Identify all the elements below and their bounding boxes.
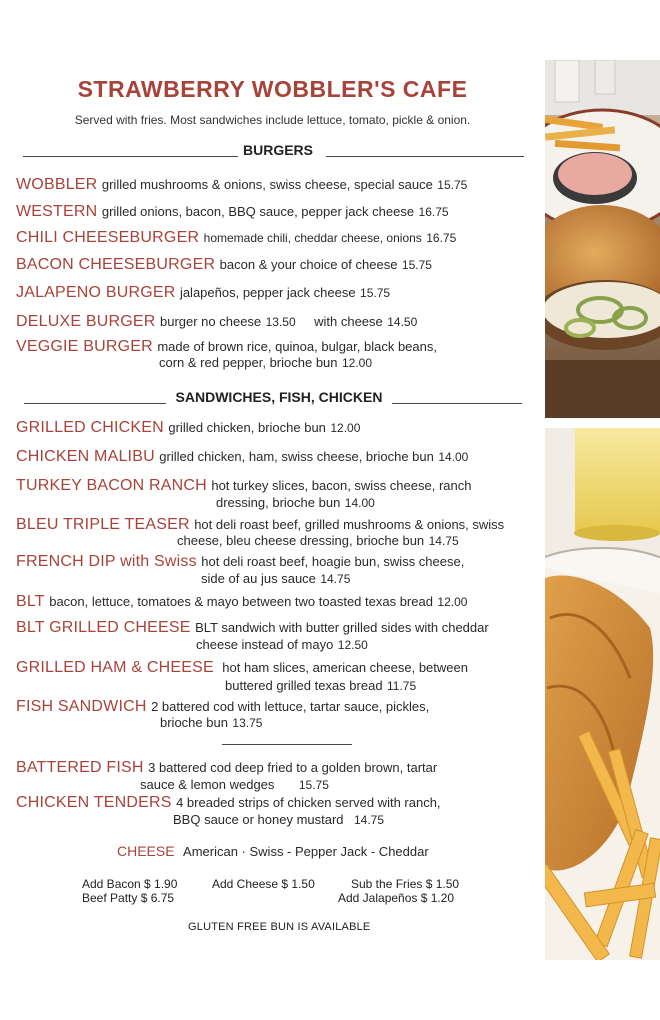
item-desc: hot ham slices, american cheese, between xyxy=(222,660,468,675)
item-price: 14.75 xyxy=(320,572,351,586)
item-desc: grilled chicken, brioche bun xyxy=(168,420,326,435)
menu-subtitle: Served with fries. Most sandwiches include lettuce, tomato, pickle & onion. xyxy=(74,113,471,127)
item-name: BLT xyxy=(16,593,45,610)
item-name: CHILI CHEESEBURGER xyxy=(16,229,200,246)
item-name: DELUXE BURGER xyxy=(16,313,156,330)
item-name: BATTERED FISH xyxy=(16,759,144,776)
item-price: 12.00 xyxy=(330,421,361,435)
menu-item-french-dip-cont xyxy=(201,570,350,588)
item-desc: jalapeños, pepper jack cheese xyxy=(179,285,356,300)
item-desc: homemade chili, cheddar cheese, onions xyxy=(203,231,422,245)
item-desc-cont: cheese instead of mayo xyxy=(196,637,334,652)
menu-item-battered-fish xyxy=(16,759,437,777)
item-desc: grilled onions, bacon, BBQ sauce, pepper jack cheese xyxy=(101,204,415,219)
gluten-free-note: GLUTEN FREE BUN IS AVAILABLE xyxy=(188,921,371,933)
menu-item-bleu-triple-teaser-cont xyxy=(177,532,459,550)
item-price: 16.75 xyxy=(418,205,449,219)
item-price: 11.75 xyxy=(387,679,417,693)
menu-item-chicken-tenders xyxy=(16,794,441,812)
divider xyxy=(326,156,524,157)
menu-item-fish-sandwich-cont xyxy=(160,714,262,732)
menu-item-western xyxy=(16,203,449,221)
item-name: JALAPENO BURGER xyxy=(16,284,176,301)
addon-cheese: Add Cheese $ 1.50 xyxy=(212,877,315,891)
item-desc: made of brown rice, quinoa, bulgar, black beans, xyxy=(157,339,437,354)
item-price: 12.00 xyxy=(341,356,372,370)
item-price: 16.75 xyxy=(426,231,457,245)
addon-beef-patty: Beef Patty $ 6.75 xyxy=(82,891,175,905)
item-price: 12.00 xyxy=(437,595,468,609)
item-price: 15.75 xyxy=(298,778,329,792)
menu-item-battered-fish-cont xyxy=(140,776,329,794)
item-desc: hot turkey slices, bacon, swiss cheese, ranch xyxy=(211,478,472,493)
item-price: 15.75 xyxy=(401,258,432,272)
item-name: VEGGIE BURGER xyxy=(16,338,153,355)
item-desc-cont: brioche bun xyxy=(160,715,228,730)
menu-item-grilled-ham-cheese xyxy=(16,659,468,677)
item-price: 13.50 xyxy=(265,315,296,329)
menu-item-blt-grilled-cheese-cont xyxy=(196,636,368,654)
item-price: 14.00 xyxy=(438,450,469,464)
item-name: WOBBLER xyxy=(16,176,98,193)
item-price-alt: 14.50 xyxy=(387,315,418,329)
cheese-label: CHEESE xyxy=(117,843,175,859)
section-heading-burgers: BURGERS xyxy=(242,142,313,158)
item-name: BLT GRILLED CHEESE xyxy=(16,619,191,636)
menu-item-french-dip xyxy=(16,553,464,571)
item-desc-cont: corn & red pepper, brioche bun xyxy=(159,355,338,370)
menu-item-turkey-bacon-ranch xyxy=(16,477,471,495)
divider xyxy=(23,156,238,157)
item-desc: grilled mushrooms & onions, swiss cheese, special sauce xyxy=(101,177,433,192)
item-price: 14.75 xyxy=(428,534,459,548)
cheese-list: American · Swiss - Pepper Jack - Cheddar xyxy=(183,844,429,859)
item-desc-cont: side of au jus sauce xyxy=(201,571,316,586)
menu-item-grilled-ham-cheese-cont xyxy=(225,677,416,695)
item-desc-cont: sauce & lemon wedges xyxy=(140,777,275,792)
menu-page xyxy=(0,60,545,960)
menu-item-wobbler xyxy=(16,176,467,194)
item-desc: 3 battered cod deep fried to a golden brown, tartar xyxy=(148,760,438,775)
menu-item-blt-grilled-cheese xyxy=(16,619,489,637)
item-desc: 2 battered cod with lettuce, tartar sauce, pickles, xyxy=(151,699,430,714)
menu-item-grilled-chicken xyxy=(16,419,360,437)
section-heading-sandwiches: SANDWICHES, FISH, CHICKEN xyxy=(175,389,383,405)
burger-photo xyxy=(545,60,660,418)
item-name: GRILLED CHICKEN xyxy=(16,419,164,436)
menu-item-jalapeno-burger xyxy=(16,284,390,302)
item-desc: bacon, lettuce, tomatoes & mayo between two toasted texas bread xyxy=(49,594,433,609)
divider xyxy=(222,744,352,745)
menu-item-chili-cheeseburger xyxy=(16,229,456,247)
item-name: BACON CHEESEBURGER xyxy=(16,256,216,273)
item-name: CHICKEN MALIBU xyxy=(16,448,155,465)
item-desc-cont: buttered grilled texas bread xyxy=(225,678,383,693)
item-price: 13.75 xyxy=(232,716,263,730)
cheese-options xyxy=(117,843,429,861)
menu-item-turkey-bacon-ranch-cont xyxy=(216,494,375,512)
addon-sub-fries: Sub the Fries $ 1.50 xyxy=(351,877,460,891)
item-name: TURKEY BACON RANCH xyxy=(16,477,207,494)
item-name: BLEU TRIPLE TEASER xyxy=(16,516,190,533)
item-name: FRENCH DIP with Swiss xyxy=(16,553,197,570)
item-price: 12.50 xyxy=(337,638,368,652)
fish-and-chips-photo xyxy=(545,428,660,960)
item-desc-alt: with cheese xyxy=(314,314,383,329)
item-desc-cont: cheese, bleu cheese dressing, brioche bun xyxy=(177,533,425,548)
addon-jalapenos: Add Jalapeños $ 1.20 xyxy=(338,891,455,905)
divider xyxy=(392,403,522,404)
item-desc: grilled chicken, ham, swiss cheese, brioche bun xyxy=(159,449,434,464)
item-price: 15.75 xyxy=(360,286,391,300)
item-desc: BLT sandwich with butter grilled sides with cheddar xyxy=(195,620,489,635)
item-desc-cont: dressing, brioche bun xyxy=(216,495,341,510)
addon-bacon: Add Bacon $ 1.90 xyxy=(82,877,178,891)
cafe-title: STRAWBERRY WOBBLER'S CAFE xyxy=(77,76,468,102)
item-desc: bacon & your choice of cheese xyxy=(219,257,398,272)
item-price: 15.75 xyxy=(437,178,468,192)
item-desc: 4 breaded strips of chicken served with ranch, xyxy=(176,795,441,810)
divider xyxy=(24,403,166,404)
menu-item-deluxe-burger xyxy=(16,313,417,331)
menu-item-bacon-cheeseburger xyxy=(16,256,432,274)
item-name: FISH SANDWICH xyxy=(16,698,147,715)
menu-item-veggie-burger-cont xyxy=(159,354,372,372)
menu-item-chicken-malibu xyxy=(16,448,468,466)
item-price: 14.00 xyxy=(344,496,375,510)
item-name: CHICKEN TENDERS xyxy=(16,794,172,811)
menu-item-blt xyxy=(16,593,467,611)
item-price: 14.75 xyxy=(353,813,385,827)
item-desc: burger no cheese xyxy=(159,314,262,329)
menu-item-chicken-tenders-cont xyxy=(173,811,384,829)
item-name: WESTERN xyxy=(16,203,98,220)
item-name: GRILLED HAM & CHEESE xyxy=(16,659,214,676)
item-desc: hot deli roast beef, grilled mushrooms & onions, swiss xyxy=(194,517,505,532)
item-desc-cont: BBQ sauce or honey mustard xyxy=(173,812,344,827)
item-desc: hot deli roast beef, hoagie bun, swiss cheese, xyxy=(201,554,465,569)
